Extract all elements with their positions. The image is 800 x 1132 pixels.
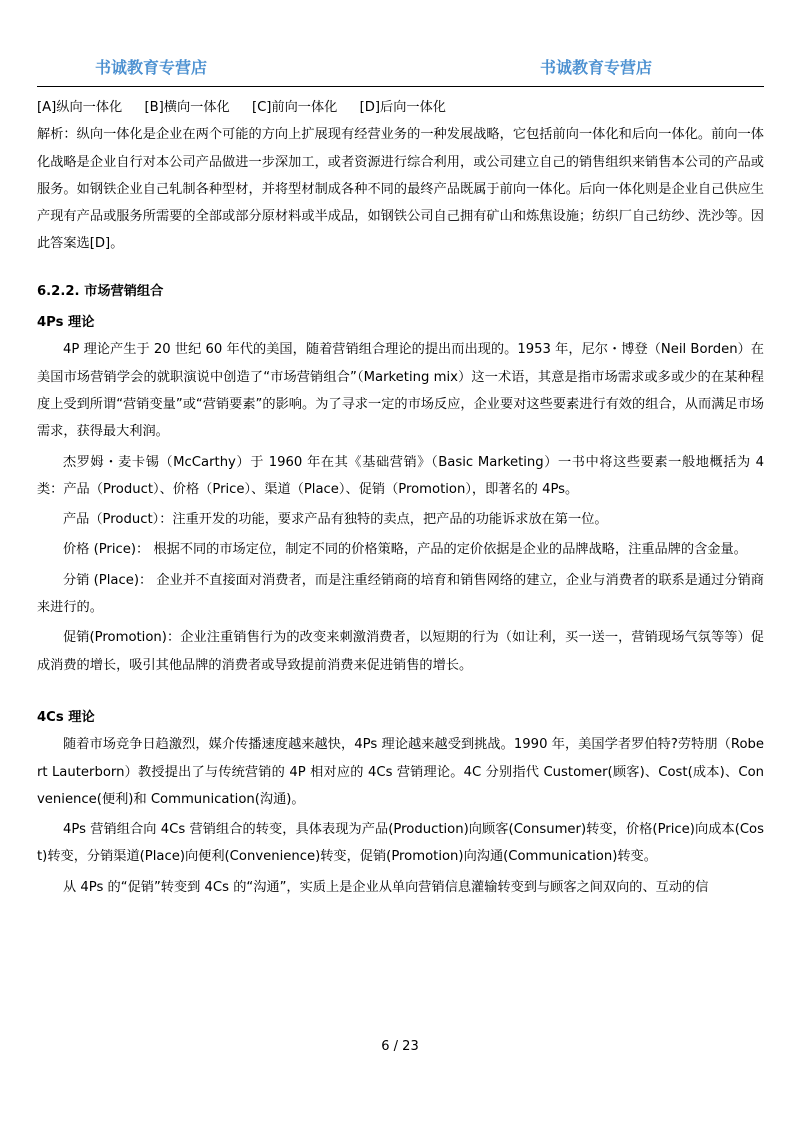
answer-options [37, 94, 764, 121]
store-name-right: 书诚教育专营店 [540, 58, 653, 77]
section-title: 6.2.2. 市场营销组合 [37, 283, 164, 299]
option-b: [B]横向一体化 [144, 100, 230, 115]
fourcs-paragraph-3: 从 4Ps 的“促销”转变到 4Cs 的“沟通”，实质上是企业从单向营销信息灌输转变到与顾客之间双向的、互动的信 [63, 879, 709, 895]
fourps-paragraph-3: 产品（Product）：注重开发的功能，要求产品有独特的卖点，把产品的功能诉求放在第一位。 [63, 512, 608, 528]
fourps-paragraph-5: 分销 (Place)： 企业并不直接面对消费者，而是注重经销商的培育和销售网络的建立，企业与消费者的联系是通过分销商来进行的。 [37, 572, 764, 616]
fourps-paragraph-4: 价格 (Price)： 根据不同的市场定位，制定不同的价格策略，产品的定价依据是企业的品牌战略，注重品牌的含金量。 [63, 542, 747, 558]
fourps-title: 4Ps 理论 [37, 315, 95, 331]
fourps-paragraph-6: 促销(Promotion)：企业注重销售行为的改变来刺激消费者，以短期的行为（如让利，买一送一，营销现场气氛等等）促成消费的增长，吸引其他品牌的消费者或导致提前消费来促进销售的增长。 [37, 630, 764, 673]
document-body [37, 94, 764, 904]
option-a: [A]纵向一体化 [37, 100, 123, 115]
page-header [0, 57, 800, 83]
store-name-left: 书诚教育专营店 [95, 58, 208, 77]
answer-analysis: 解析：纵向一体化是企业在两个可能的方向上扩展现有经营业务的一种发展战略，它包括前向一体化和后向一体化。前向一体化战略是企业自行对本公司产品做进一步深加工，或者资源进行综合利用，或公司建立自己的销售组织来销售本公司的产品或服务。如钢铁企业自己轧制各种型材，并将型材制成各种不同的最终产品既属于前向一体化。后向一体化则是企业自己供应生产现有产品或服务所需要的全部或部分原材料或半成品，如钢铁公司自己拥有矿山和炼焦设施；纺织厂自己纺纱、洗沙等。因此答案选[D]。 [37, 127, 764, 252]
option-c: [C]前向一体化 [251, 100, 338, 115]
fourcs-paragraph-1: 随着市场竞争日趋激烈，媒介传播速度越来越快，4Ps 理论越来越受到挑战。1990 年，美国学者罗伯特?劳特朋（Robert Lauterborn）教授提出了与传统营销的 4P 相对应的 4Cs 营销理论。4C 分别指代 Customer(顾客)、Cost(成本)、Convenience(便利)和 Communication(沟通)。 [37, 737, 764, 807]
fourps-paragraph-2: 杰罗姆・麦卡锡（McCarthy）于 1960 年在其《基础营销》（Basic Marketing）一书中将这些要素一般地概括为 4 类：产品（Product）、价格（Price）、渠道（Place）、促销（Promotion），即著名的 4Ps。 [37, 454, 764, 497]
fourcs-title: 4Cs 理论 [37, 709, 95, 725]
header-divider [37, 86, 764, 87]
page-number: 6 / 23 [381, 1039, 419, 1054]
option-d: [D]后向一体化 [359, 100, 446, 115]
fourcs-paragraph-2: 4Ps 营销组合向 4Cs 营销组合的转变，具体表现为产品(Production)向顾客(Consumer)转变，价格(Price)向成本(Cost)转变，分销渠道(Place)向便利(Convenience)转变，促销(Promotion)向沟通(Communication)转变。 [37, 822, 764, 865]
fourps-paragraph-1: 4P 理论产生于 20 世纪 60 年代的美国，随着营销组合理论的提出而出现的。1953 年，尼尔・博登（Neil Borden）在美国市场营销学会的就职演说中创造了“市场营销组合”（Marketing mix）这一术语，其意是指市场需求或多或少的在某种程度上受到所谓“营销变量”或“营销要素”的影响。为了寻求一定的市场反应，企业要对这些要素进行有效的组合，从而满足市场需求，获得最大利润。 [37, 342, 764, 440]
